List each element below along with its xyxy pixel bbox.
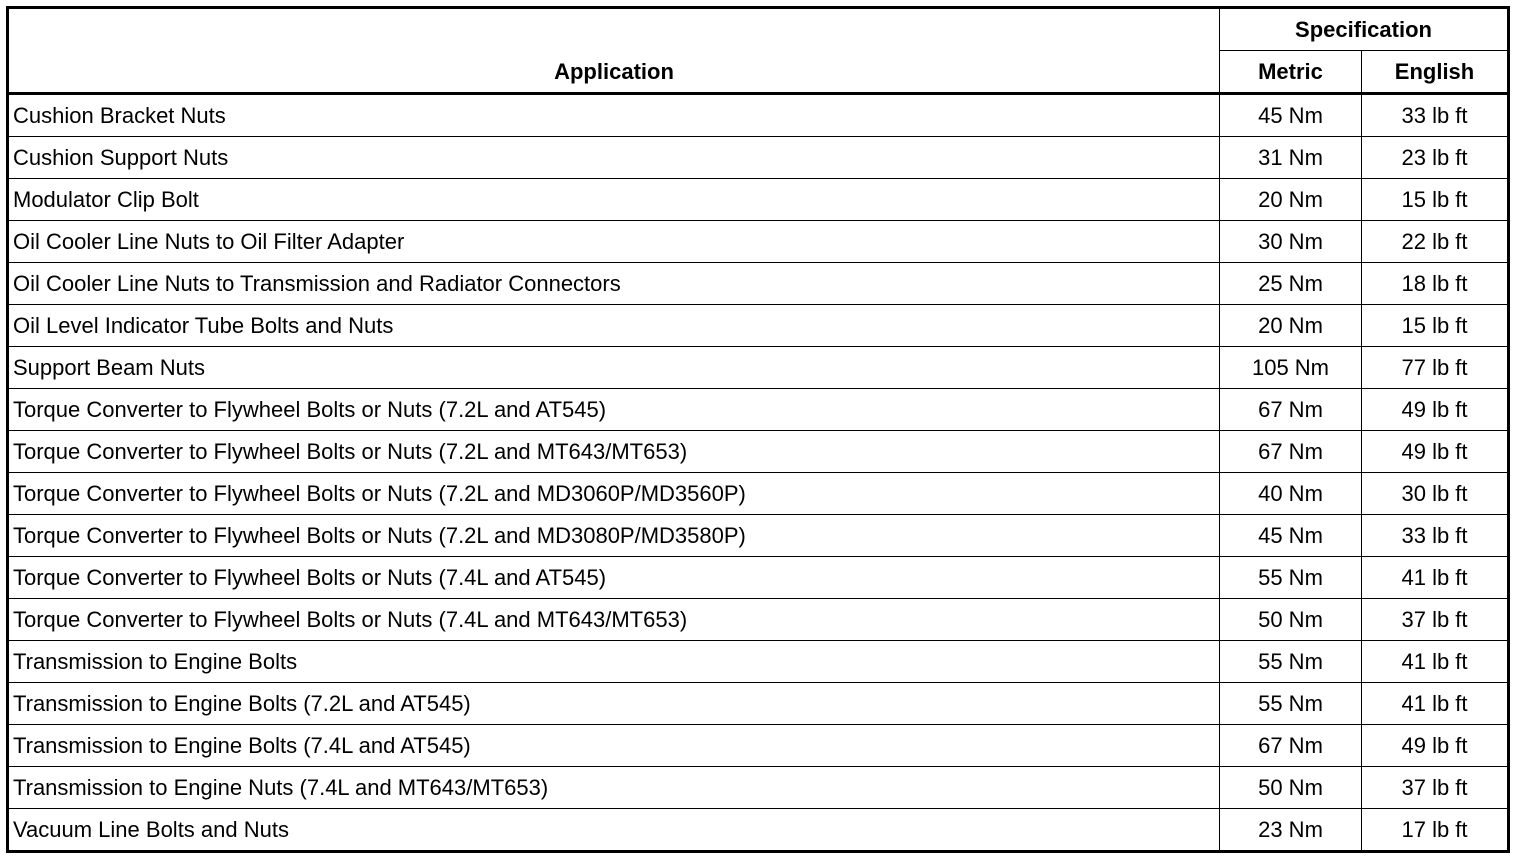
application-cell: Modulator Clip Bolt (8, 179, 1220, 221)
english-cell: 30 lb ft (1362, 473, 1509, 515)
english-cell: 41 lb ft (1362, 557, 1509, 599)
english-cell: 15 lb ft (1362, 179, 1509, 221)
english-cell: 77 lb ft (1362, 347, 1509, 389)
metric-cell: 45 Nm (1220, 94, 1362, 137)
metric-cell: 31 Nm (1220, 137, 1362, 179)
table-row (8, 94, 1509, 137)
application-cell: Transmission to Engine Bolts (7.4L and AT545) (8, 725, 1220, 767)
table-row (8, 221, 1509, 263)
specification-header: Specification (1220, 8, 1509, 51)
application-cell: Oil Cooler Line Nuts to Transmission and Radiator Connectors (8, 263, 1220, 305)
english-cell: 41 lb ft (1362, 683, 1509, 725)
metric-cell: 50 Nm (1220, 599, 1362, 641)
english-cell: 23 lb ft (1362, 137, 1509, 179)
application-cell: Torque Converter to Flywheel Bolts or Nuts (7.2L and MT643/MT653) (8, 431, 1220, 473)
header-row-top (8, 8, 1509, 51)
english-cell: 18 lb ft (1362, 263, 1509, 305)
metric-cell: 67 Nm (1220, 431, 1362, 473)
english-cell: 37 lb ft (1362, 599, 1509, 641)
table-row (8, 305, 1509, 347)
english-cell: 49 lb ft (1362, 389, 1509, 431)
table-row (8, 263, 1509, 305)
metric-cell: 23 Nm (1220, 809, 1362, 852)
metric-cell: 20 Nm (1220, 305, 1362, 347)
application-cell: Torque Converter to Flywheel Bolts or Nuts (7.2L and AT545) (8, 389, 1220, 431)
application-cell: Torque Converter to Flywheel Bolts or Nuts (7.2L and MD3080P/MD3580P) (8, 515, 1220, 557)
table-row (8, 515, 1509, 557)
application-cell: Transmission to Engine Bolts (8, 641, 1220, 683)
application-cell: Support Beam Nuts (8, 347, 1220, 389)
application-cell: Oil Cooler Line Nuts to Oil Filter Adapter (8, 221, 1220, 263)
english-cell: 49 lb ft (1362, 725, 1509, 767)
table-row (8, 557, 1509, 599)
table-row (8, 347, 1509, 389)
english-cell: 37 lb ft (1362, 767, 1509, 809)
metric-cell: 67 Nm (1220, 389, 1362, 431)
table-row (8, 473, 1509, 515)
metric-cell: 55 Nm (1220, 557, 1362, 599)
table-header (8, 8, 1509, 94)
application-cell: Torque Converter to Flywheel Bolts or Nuts (7.4L and AT545) (8, 557, 1220, 599)
application-cell: Transmission to Engine Nuts (7.4L and MT643/MT653) (8, 767, 1220, 809)
metric-cell: 20 Nm (1220, 179, 1362, 221)
metric-cell: 40 Nm (1220, 473, 1362, 515)
table-row (8, 179, 1509, 221)
table-row (8, 683, 1509, 725)
metric-cell: 50 Nm (1220, 767, 1362, 809)
english-cell: 49 lb ft (1362, 431, 1509, 473)
application-cell: Torque Converter to Flywheel Bolts or Nuts (7.2L and MD3060P/MD3560P) (8, 473, 1220, 515)
application-cell: Transmission to Engine Bolts (7.2L and AT545) (8, 683, 1220, 725)
english-cell: 33 lb ft (1362, 515, 1509, 557)
application-cell: Cushion Bracket Nuts (8, 94, 1220, 137)
table-row (8, 137, 1509, 179)
application-cell: Cushion Support Nuts (8, 137, 1220, 179)
english-cell: 17 lb ft (1362, 809, 1509, 852)
table-row (8, 389, 1509, 431)
application-cell: Torque Converter to Flywheel Bolts or Nuts (7.4L and MT643/MT653) (8, 599, 1220, 641)
metric-cell: 25 Nm (1220, 263, 1362, 305)
application-cell: Oil Level Indicator Tube Bolts and Nuts (8, 305, 1220, 347)
table-row (8, 767, 1509, 809)
metric-cell: 55 Nm (1220, 683, 1362, 725)
application-header: Application (8, 8, 1220, 94)
table-row (8, 599, 1509, 641)
metric-cell: 67 Nm (1220, 725, 1362, 767)
english-cell: 41 lb ft (1362, 641, 1509, 683)
metric-cell: 105 Nm (1220, 347, 1362, 389)
english-header: English (1362, 51, 1509, 94)
metric-cell: 55 Nm (1220, 641, 1362, 683)
english-cell: 15 lb ft (1362, 305, 1509, 347)
table-row (8, 641, 1509, 683)
application-cell: Vacuum Line Bolts and Nuts (8, 809, 1220, 852)
table-row (8, 725, 1509, 767)
metric-header: Metric (1220, 51, 1362, 94)
table-row (8, 431, 1509, 473)
metric-cell: 30 Nm (1220, 221, 1362, 263)
torque-specification-table (6, 6, 1510, 853)
table-row (8, 809, 1509, 852)
english-cell: 33 lb ft (1362, 94, 1509, 137)
table-body (8, 94, 1509, 852)
english-cell: 22 lb ft (1362, 221, 1509, 263)
metric-cell: 45 Nm (1220, 515, 1362, 557)
